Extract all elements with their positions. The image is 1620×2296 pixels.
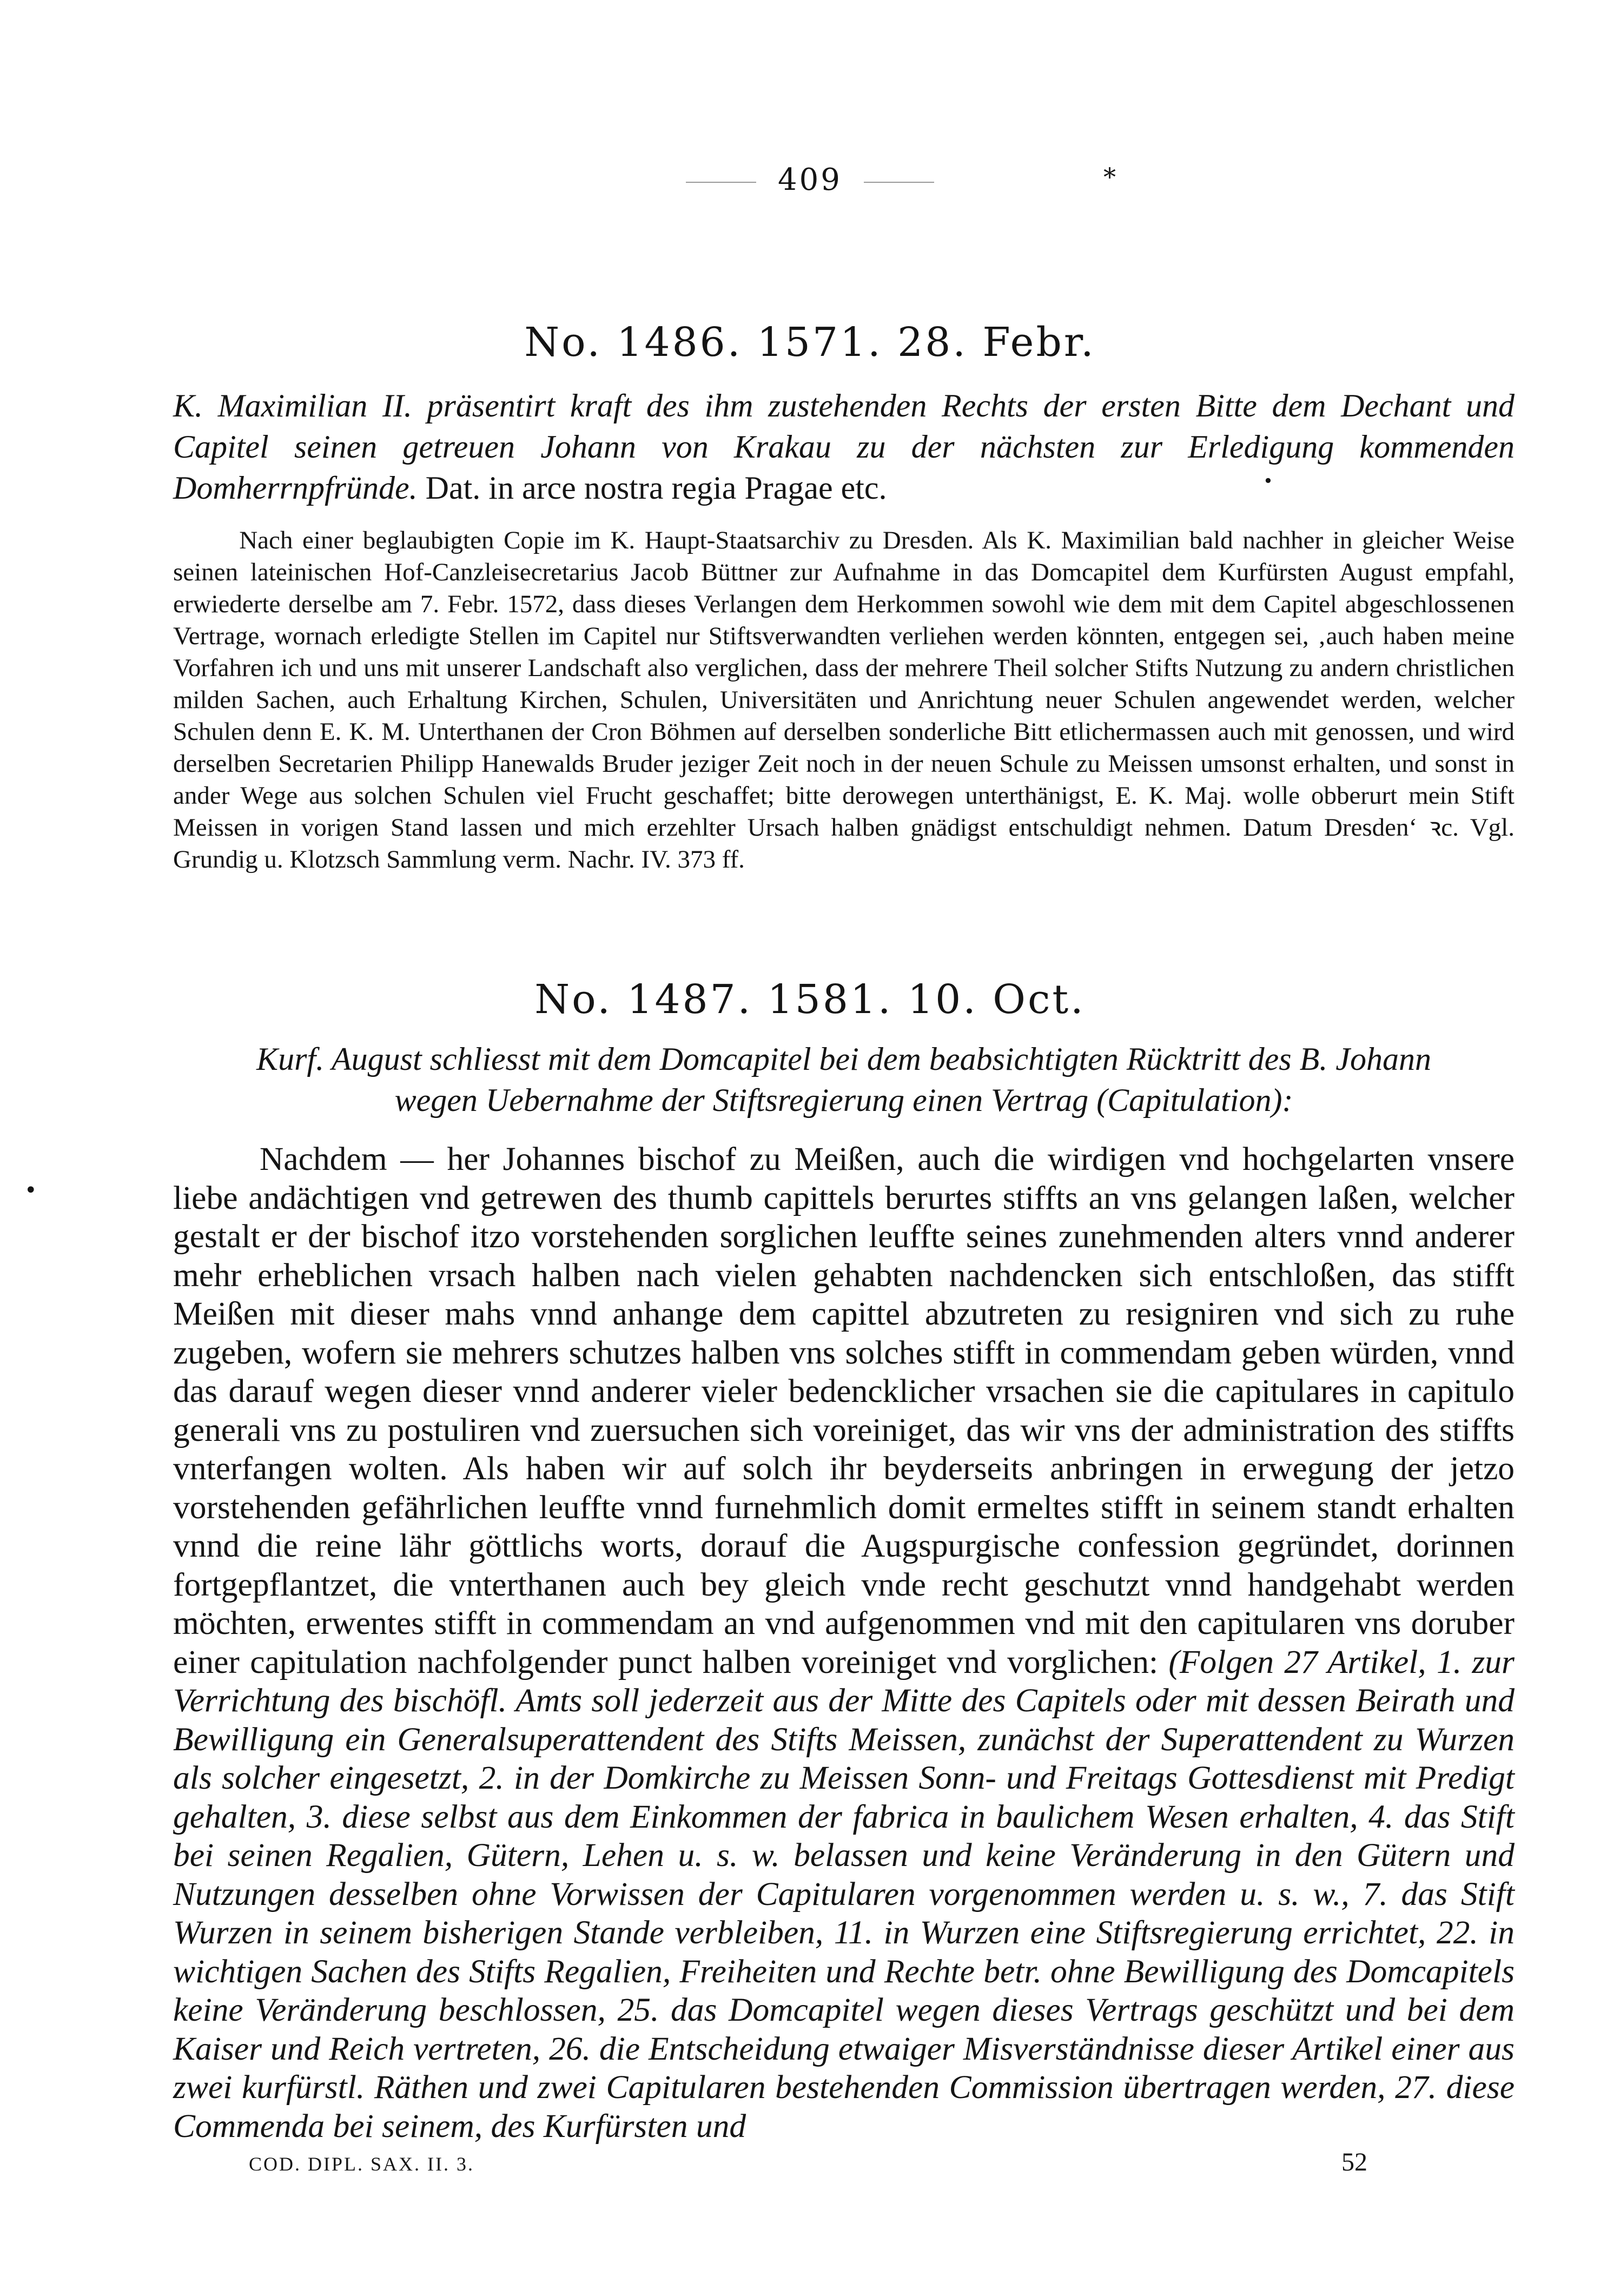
- entry-1486-summary: [173, 385, 1515, 508]
- stray-mark: •: [1263, 471, 1273, 491]
- entry-1487-body: [173, 1140, 1515, 2146]
- entry-1487-heading: No. 1487. 1581. 10. Oct.: [534, 976, 1086, 1023]
- header-rule-right: [864, 182, 934, 183]
- header-mark: *: [1103, 162, 1116, 191]
- footer-sheet-number: 52: [1341, 2148, 1367, 2176]
- page-number: 409: [778, 162, 842, 197]
- entry-1487-body-roman: Nachdem — her Johannes bischof zu Meißen, auch die wirdigen vnd hochgelarten vnsere liebe andächtigen vnd getrewen des thumb capittels berurtes stiffts an vns gelangen laßen, welcher gestalt er der bischof itzo vorstehenden sorglichen leuffte seines zunehmenden alters vnnd anderer mehr erheblichen vrsach halben nach vielen gehabten nachdencken sich entschloßen, das stifft Meißen mit dieser mahs vnnd anhange dem capittel abzutreten zu resigniren vnd sich zu ruhe zugeben, wofern sie mehrers schutzes halben vns solches stifft in commendam geben würden, vnnd das darauf wegen dieser vnnd anderer vieler bedencklicher vrsachen sie die capitulares in capitulo generali vns zu postuliren vnd zuersuchen sich voreiniget, das wir vns der administration des stiffts vnterfangen wolten. Als haben wir auf solch ihr beyderseits anbringen in erwegung der jetzo vorstehenden gefährlichen leuffte vnnd furnehmlich domit ermeltes stifft in seinem standt erhalten vnnd die reine lähr göttlichs worts, dorauf die Augspurgische confession gegründet, dorinnen fortgepflantzet, die vnterthanen auch bey gleich vnde recht geschutzt vnnd handgehabt werden möchten, erwentes stifft in commendam an vnd aufgenommen vnd mit den capitularen vns doruber einer capitulation nachfolgender punct halben voreiniget vnd vorglichen:: [173, 1141, 1515, 1680]
- entry-1486-note: Nach einer beglaubigten Copie im K. Haupt-Staatsarchiv zu Dresden. Als K. Maximilian bald nachher in gleicher Weise seinen lateinischen Hof-Canzleisecretarius Jacob Büttner zur Aufnahme in das Domcapitel dem Kurfürsten August empfahl, erwiederte derselbe am 7. Febr. 1572, dass dieses Verlangen dem Herkommen sowohl wie dem mit dem Capitel abgeschlossenen Vertrage, wornach erledigte Stellen im Capitel nur Stiftsverwandten verliehen werden könnten, entgegen sei, ‚auch haben meine Vorfahren ich und uns mit unserer Landschaft also verglichen, dass der mehrere Theil solcher Stifts Nutzung zu andern christlichen milden Sachen, auch Erhaltung Kirchen, Schulen, Universitäten und Anrichtung neuer Schulen angewendet werden, welcher Schulen denn E. K. M. Unterthanen der Cron Böhmen auf derselben sonderliche Bitt etlichermassen auch mit genossen, und wird derselben Secretarien Philipp Hanewalds Bruder jeziger Zeit noch in der neuen Schule zu Meissen umsonst erhalten, und sonst in ander Wege aus solchen Schulen viel Frucht geschaffet; bitte derowegen unterthänigst, E. K. Maj. wolle obberurt mein Stift Meissen in vorigen Stand lassen und mich erzehlter Ursach halben gnädigst entschuldigt nehmen. Datum Dresden‘ ꝛc. Vgl. Grundig u. Klotzsch Sammlung verm. Nachr. IV. 373 ff.: [173, 526, 1515, 874]
- margin-mark: •: [24, 1178, 37, 1203]
- footer-signature-line: COD. DIPL. SAX. II. 3.: [249, 2153, 474, 2175]
- entry-1486-heading: No. 1486. 1571. 28. Febr.: [524, 319, 1096, 366]
- page-number-line: [0, 162, 1620, 197]
- entry-1486-summary-date: Dat. in arce nostra regia Pragae etc.: [417, 470, 887, 506]
- entry-1487-summary: [227, 1038, 1460, 1121]
- entry-1487-body-italic: (Folgen 27 Artikel, 1. zur Verrichtung des bischöfl. Amts soll jederzeit aus der Mitte des Capitels oder mit dessen Beirath und Bewilligung ein Generalsuperattendent des Stifts Meissen, zunächst der Superattendent zu Wurzen als solcher eingesetzt, 2. in der Domkirche zu Meissen Sonn- und Freitags Gottesdienst mit Predigt gehalten, 3. diese selbst aus dem Einkommen der fabrica in baulichem Wesen erhalten, 4. das Stift bei seinen Regalien, Gütern, Lehen u. s. w. belassen und keine Veränderung in den Gütern und Nutzungen desselben ohne Vorwissen der Capitularen vorgenommen werden u. s. w., 7. das Stift Wurzen in seinem bisherigen Stande verbleiben, 11. in Wurzen eine Stiftsregierung errichtet, 22. in wichtigen Sachen des Stifts Regalien, Freiheiten und Rechte betr. ohne Bewilligung des Domcapitels keine Veränderung beschlossen, 25. das Domcapitel wegen dieses Vertrags geschützt und bei dem Kaiser und Reich vertreten, 26. die Entscheidung etwaiger Misverständnisse dieser Artikel einer aus zwei kurfürstl. Räthen und zwei Capitularen bestehenden Commission übertragen werden, 27. diese Commenda bei seinem, des Kurfürsten und: [173, 1643, 1515, 2145]
- entry-1486-summary-italic: K. Maximilian II. präsentirt kraft des ihm zustehenden Rechts der ersten Bitte dem Dechant und Capitel seinen getreuen Johann von Krakau zu der nächsten zur Erledigung kommenden Domherrnpfründe.: [173, 388, 1515, 506]
- entry-1487-summary-italic: Kurf. August schliesst mit dem Domcapitel bei dem beabsichtigten Rücktritt des B. Johann wegen Uebernahme der Stiftsregierung einen Vertrag (Capitulation):: [256, 1041, 1431, 1118]
- header-rule-left: [686, 182, 756, 183]
